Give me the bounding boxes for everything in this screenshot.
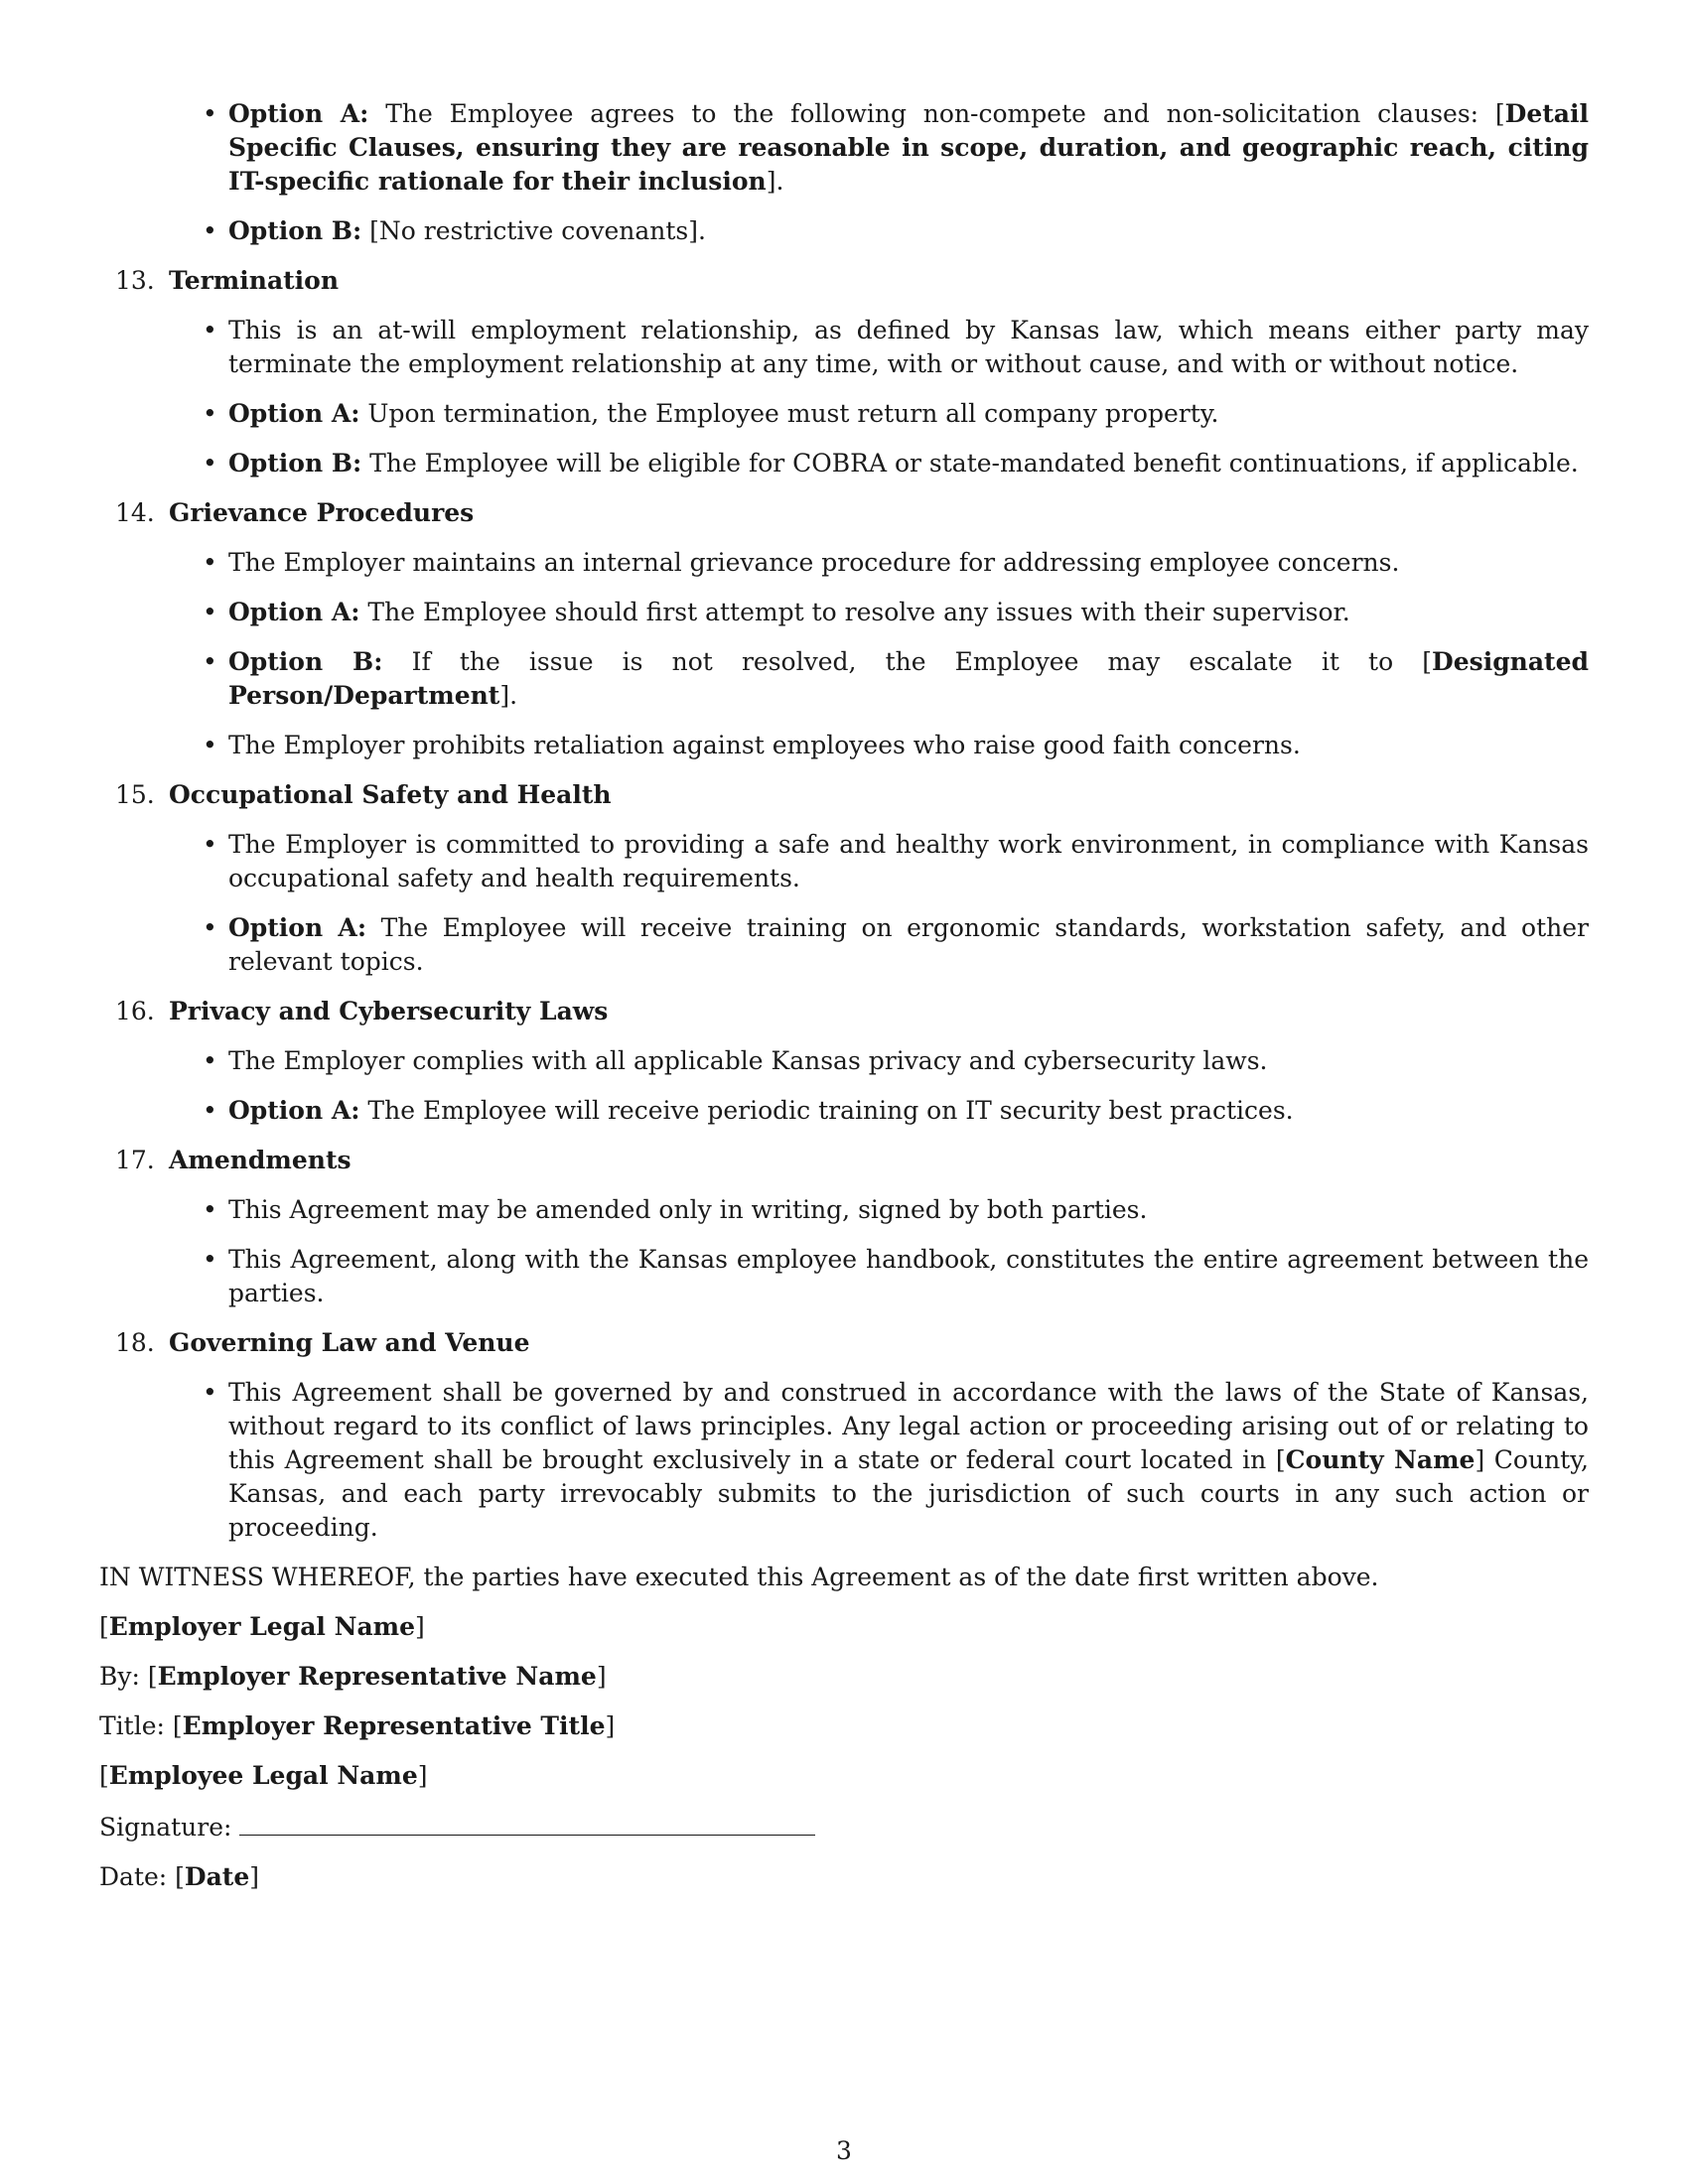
bullet-text: The Employee will be eligible for COBRA or state-mandated benefit continuations, if applicable. xyxy=(361,449,1579,478)
bullet-text: The Employer maintains an internal grievance procedure for addressing employee concerns. xyxy=(228,548,1400,577)
bullet-text: This Agreement shall be governed by and construed in accordance with the laws of the State of Kansas, without regard to its conflict of laws principles. Any legal action or proceeding arising out of or relating to this Agreement shall be brought exclusively in a state or federal court located in [ xyxy=(228,1378,1589,1474)
section-governing-law xyxy=(99,1326,1589,1545)
list-item xyxy=(228,1044,1589,1078)
bullet-text: The Employee agrees to the following non-compete and non-solicitation clauses: [ xyxy=(368,99,1505,128)
bullet-text: The Employer is committed to providing a safe and healthy work environment, in compliance with Kansas occupational safety and health requirements. xyxy=(228,830,1589,892)
section-bullets xyxy=(228,1044,1589,1128)
section-number: 15. xyxy=(115,780,155,809)
bullet-text-end: ]. xyxy=(766,167,784,196)
representative-title: Employer Representative Title xyxy=(182,1711,606,1740)
date-line: Date: [Date] xyxy=(99,1862,260,1891)
bullet-label: Option A: xyxy=(228,598,360,626)
list-item xyxy=(228,1376,1589,1545)
bullet-text: The Employee should first attempt to resolve any issues with their supervisor. xyxy=(359,598,1350,626)
list-item xyxy=(228,1193,1589,1227)
bullet-label: Option A: xyxy=(228,99,369,128)
section-bullets xyxy=(228,546,1589,762)
bullet-text: The Employee will receive training on ergonomic standards, workstation safety, and other relevant topics. xyxy=(228,913,1589,976)
bullet-text: Upon termination, the Employee must return all company property. xyxy=(359,399,1219,428)
date-value: Date xyxy=(184,1862,250,1891)
section-termination xyxy=(99,264,1589,480)
employer-name-line: [Employer Legal Name] xyxy=(99,1612,425,1641)
bullet-text: The Employer complies with all applicable Kansas privacy and cybersecurity laws. xyxy=(228,1046,1268,1075)
list-item xyxy=(228,1243,1589,1310)
list-item xyxy=(228,911,1589,979)
section-number: 17. xyxy=(115,1146,155,1174)
section-title: Amendments xyxy=(169,1146,352,1174)
bullet-text-end: ] County, Kansas, and each party irrevocably submits to the jurisdiction of such courts in any such action or proceeding. xyxy=(228,1445,1589,1542)
bullet-label: Option A: xyxy=(228,1096,360,1125)
page-number: 3 xyxy=(836,2136,852,2165)
bullet-text: This Agreement, along with the Kansas employee handbook, constitutes the entire agreement between the parties. xyxy=(228,1245,1589,1307)
section-bullets xyxy=(228,828,1589,979)
representative-name-line: By: [Employer Representative Name] xyxy=(99,1662,607,1691)
list-item xyxy=(228,729,1589,762)
bullet-text: This Agreement may be amended only in writing, signed by both parties. xyxy=(228,1195,1148,1224)
list-item xyxy=(228,645,1589,713)
list-item xyxy=(228,447,1589,480)
employee-name-line: [Employee Legal Name] xyxy=(99,1761,428,1790)
bullet-text-end: ]. xyxy=(499,681,518,710)
bullet-label: Option B: xyxy=(228,449,362,478)
signature-line xyxy=(99,1809,1589,1844)
section-grievance-procedures xyxy=(99,496,1589,762)
section-title: Privacy and Cybersecurity Laws xyxy=(169,997,609,1025)
continued-bullet xyxy=(228,97,1589,199)
witness-statement: IN WITNESS WHEREOF, the parties have executed this Agreement as of the date first written above. xyxy=(99,1563,1379,1591)
list-item xyxy=(228,546,1589,580)
signature-rule xyxy=(239,1809,815,1836)
section-number: 14. xyxy=(115,498,155,527)
bullet-text: This is an at-will employment relationship, as defined by Kansas law, which means either party may terminate the employment relationship at any time, with or without cause, and with or without notice. xyxy=(228,316,1589,378)
list-item xyxy=(228,397,1589,431)
bullet-label: Option B: xyxy=(228,647,383,676)
list-item xyxy=(228,314,1589,381)
bullet-text: If the issue is not resolved, the Employee may escalate it to [ xyxy=(382,647,1433,676)
section-occupational-safety xyxy=(99,778,1589,979)
representative-name: Employer Representative Name xyxy=(157,1662,597,1691)
section-title: Termination xyxy=(169,266,340,295)
section-bullets xyxy=(228,1376,1589,1545)
document-page xyxy=(99,97,1589,1910)
section-bullets xyxy=(228,1193,1589,1310)
bullet-label: Option A: xyxy=(228,399,360,428)
bullet-text: The Employer prohibits retaliation against employees who raise good faith concerns. xyxy=(228,731,1301,759)
bullet-placeholder: Detail Specific Clauses, ensuring they are reasonable in scope, duration, and geographic reach, citing IT-specific rationale for their inclusion xyxy=(228,99,1589,196)
representative-title-line: Title: [Employer Representative Title] xyxy=(99,1711,616,1740)
bullet-label: Option A: xyxy=(228,913,367,942)
section-title: Governing Law and Venue xyxy=(169,1328,530,1357)
section-bullets xyxy=(228,314,1589,480)
section-number: 13. xyxy=(115,266,155,295)
section-number: 16. xyxy=(115,997,155,1025)
signature-label: Signature: xyxy=(99,1813,232,1842)
list-item xyxy=(228,828,1589,895)
date-label: Date: xyxy=(99,1862,168,1891)
list-item xyxy=(228,1094,1589,1128)
employee-legal-name: Employee Legal Name xyxy=(108,1761,418,1790)
section-number: 18. xyxy=(115,1328,155,1357)
employer-legal-name: Employer Legal Name xyxy=(108,1612,416,1641)
title-label: Title: xyxy=(99,1711,165,1740)
bullet-placeholder: County Name xyxy=(1285,1445,1476,1474)
bullet-text: The Employee will receive periodic training on IT security best practices. xyxy=(359,1096,1294,1125)
section-amendments xyxy=(99,1144,1589,1310)
section-title: Grievance Procedures xyxy=(169,498,475,527)
bullet-text: [No restrictive covenants]. xyxy=(361,216,706,245)
section-title: Occupational Safety and Health xyxy=(169,780,612,809)
continued-bullet xyxy=(228,214,1589,248)
bullet-placeholder: Designated Person/Department xyxy=(228,647,1589,710)
section-privacy-cybersecurity xyxy=(99,995,1589,1128)
list-item xyxy=(228,596,1589,629)
bullet-label: Option B: xyxy=(228,216,362,245)
by-label: By: xyxy=(99,1662,140,1691)
continued-bullet-list xyxy=(99,97,1589,248)
